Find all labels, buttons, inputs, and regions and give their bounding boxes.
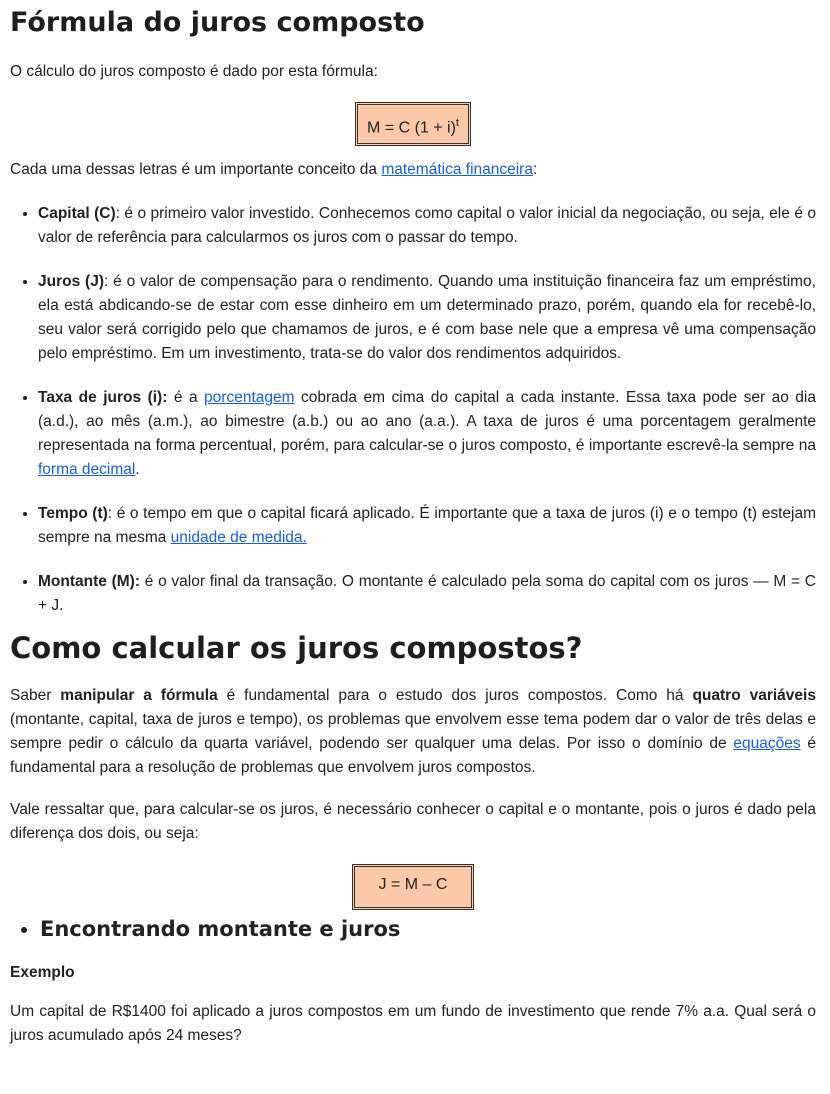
section-heading: Como calcular os juros compostos? [10, 631, 583, 665]
subsection-list [10, 914, 816, 944]
list-item [38, 202, 816, 250]
paragraph-ressaltar: Vale ressaltar que, para calcular-se os juros, é necessário conhecer o capital e o montante, pois o juros é dado pela diferença dos dois, ou seja: [10, 801, 816, 842]
term-end: . [135, 461, 140, 478]
term-separator: : [115, 205, 120, 222]
terms-list [10, 202, 816, 618]
subsection-heading: • Encontrando montante e juros [40, 914, 816, 944]
formula-base: M = C (1 + i) [367, 119, 456, 137]
example-label: Exemplo [10, 964, 75, 981]
formula-exponent: t [455, 117, 459, 129]
term-tempo: Tempo (t) [38, 505, 108, 522]
intro-text: O cálculo do juros composto é dado por esta fórmula: [10, 63, 378, 80]
term-separator: : [104, 273, 109, 290]
letters-text: Cada uma dessas letras é um importante conceito da [10, 161, 382, 178]
list-item [38, 502, 816, 550]
term-taxa: Taxa de juros (i): [38, 389, 168, 406]
term-description: é o primeiro valor investido. Conhecemos como capital o valor inicial da negociação, ou seja, ele é o valor de referência para calcularmos os juros com o passar do tempo. [38, 205, 816, 246]
text: é fundamental para o estudo dos juros compostos. Como há [217, 687, 693, 704]
letters-end: : [532, 161, 538, 178]
term-description: cobrada em cima do capital a cada instante. Essa taxa pode ser ao dia (a.d.), ao mês (a.m.), ao bimestre (a.b.) ou ao ano (a.a.). A taxa de juros é uma porcentagem geralmente representada na forma percentual, porém, para calcular-se o juros composto, é importante escrevê-la sempre na [38, 389, 816, 454]
list-item [38, 386, 816, 482]
bold-text: manipular a fórmula [60, 687, 218, 704]
term-juros: Juros (J) [38, 273, 104, 290]
link-porcentagem[interactable]: porcentagem [204, 389, 295, 406]
bold-text: quatro variáveis [692, 687, 816, 704]
text: Saber [10, 687, 61, 704]
term-capital: Capital (C) [38, 205, 116, 222]
list-item [38, 270, 816, 366]
page-title: Fórmula do juros composto [10, 7, 425, 38]
term-description: é o valor final da transação. O montante é calculado pela soma do capital com os juros — M = C + J. [38, 573, 816, 614]
compound-interest-formula [355, 102, 471, 146]
link-forma-decimal[interactable]: forma decimal [38, 461, 136, 478]
paragraph-manipular [10, 684, 816, 780]
term-description: é o valor de compensação para o rendimento. Quando uma instituição financeira faz um empréstimo, ela está abdicando-se de estar com esse dinheiro em um determinado prazo, porém, quando ela for recebê-lo, seu valor será corrigido pelo que chamamos de juros, e é com base nele que a empresa vê uma compensação pelo empréstimo. Em um investimento, trata-se do valor dos rendimentos adquiridos. [38, 273, 816, 362]
term-description: : é o tempo em que o capital ficará aplicado. É importante que a taxa de juros (i) e o tempo (t) estejam sempre na mesma [38, 505, 816, 546]
formula-block [10, 864, 816, 910]
term-montante: Montante (M): [38, 573, 140, 590]
text: é fundamental para a resolução de problemas que envolvem juros compostos. [10, 735, 816, 776]
link-unidade-de-medida[interactable]: unidade de medida. [170, 529, 307, 546]
term-description: é a [167, 389, 205, 406]
list-item [38, 570, 816, 618]
letters-paragraph [10, 158, 816, 182]
link-equacoes[interactable]: equações [733, 735, 801, 752]
example-text: Um capital de R$1400 foi aplicado a juros compostos em um fundo de investimento que rende 7% a.a. Qual será o juros acumulado após 24 meses? [10, 1003, 816, 1044]
link-matematica-financeira[interactable]: matemática financeira [381, 161, 533, 178]
interest-formula: J = M – C [352, 864, 474, 910]
text: (montante, capital, taxa de juros e tempo), os problemas que envolvem esse tema podem dar o valor de três delas e sempre pedir o cálculo da quarta variável, podendo ser qualquer uma delas. Por isso o domínio de [10, 711, 816, 752]
formula-block [10, 102, 816, 146]
